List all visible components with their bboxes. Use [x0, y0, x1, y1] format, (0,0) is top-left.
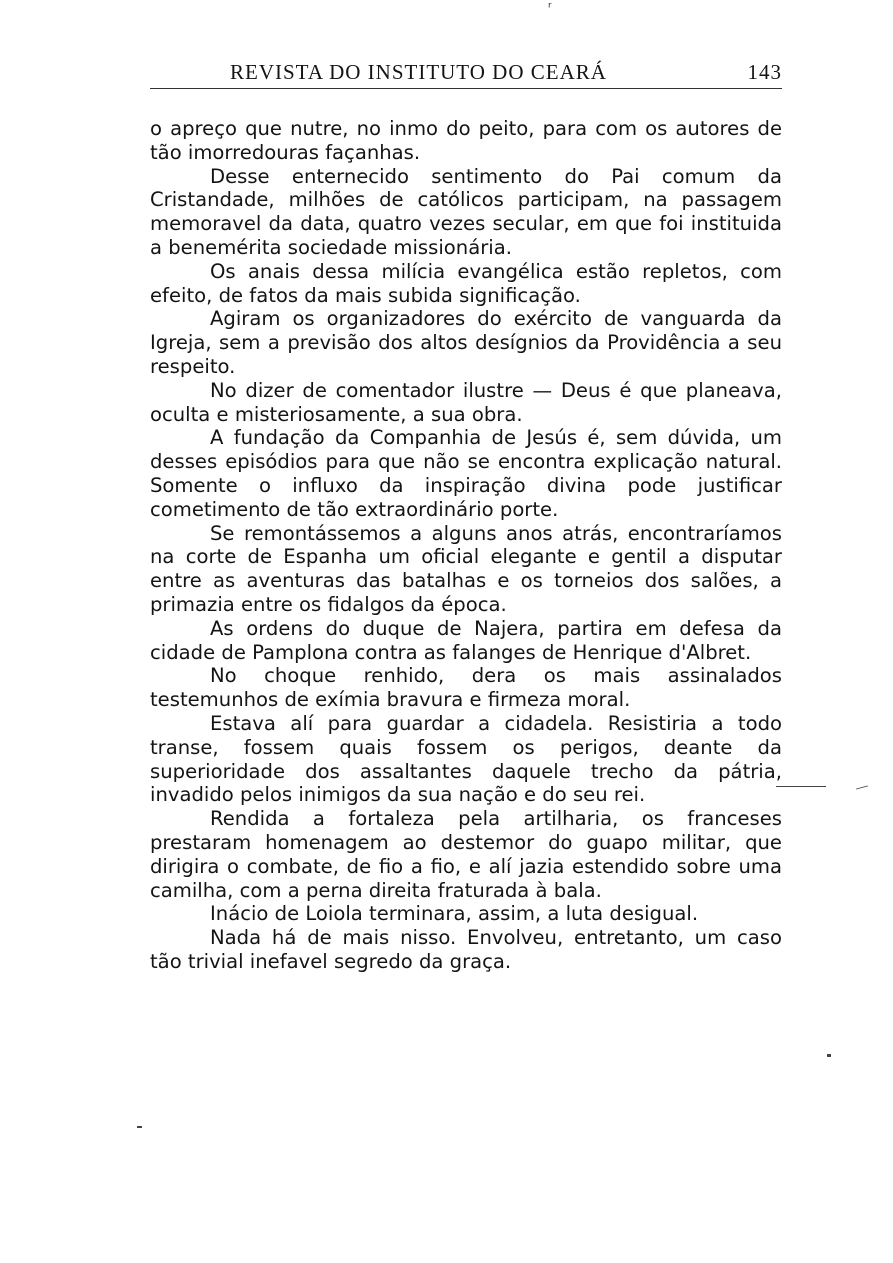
header-rule: [150, 88, 782, 89]
running-header: [150, 60, 782, 86]
paragraph: Inácio de Loiola terminara, assim, a luta desigual.: [210, 902, 699, 926]
paragraph: o apreço que nutre, no inmo do peito, para com os autores de tão imorredouras façanhas.: [150, 117, 782, 164]
paragraph: Desse enternecido sentimento do Pai comum da Cristandade, milhões de católicos participam, na passagem memoravel da data, quatro vezes secular, em que foi instituida a benemérita sociedade missionária.: [150, 164, 782, 259]
paragraph: Agiram os organizadores do exército de vanguarda da Igreja, sem a previsão dos altos desígnios da Providência a seu respeito.: [150, 307, 782, 378]
paragraph: Nada há de mais nisso. Envolveu, entretanto, um caso tão trivial inefavel segredo da graça.: [150, 926, 782, 973]
paragraph: A fundação da Companhia de Jesús é, sem dúvida, um desses episódios para que não se encontra explicação natural. Somente o influxo da inspiração divina pode justificar cometimento de tão extraordinário porte.: [150, 426, 782, 521]
stray-mark: ʳ: [548, 0, 552, 16]
margin-mark: [776, 786, 826, 787]
paragraph: Se remontássemos a alguns anos atrás, encontraríamos na corte de Espanha um oficial elegante e gentil a disputar entre as aventuras das batalhas e os torneios dos salões, a primazia entre os fidalgos da época.: [150, 521, 782, 616]
margin-mark: [827, 1054, 831, 1057]
page-number: 143: [747, 60, 782, 84]
body-text: [150, 117, 782, 974]
margin-mark: [856, 785, 868, 789]
paragraph: Estava alí para guardar a cidadela. Resistiria a todo transe, fossem quais fossem os perigos, deante da superioridade dos assaltantes daquele trecho da pátria, invadido pelos inimigos da sua nação e do seu rei.: [150, 711, 782, 807]
paragraph: Rendida a fortaleza pela artilharia, os franceses prestaram homenagem ao destemor do guapo militar, que dirigira o combate, de fio a fio, e alí jazia estendido sobre uma camilha, com a perna direita fraturada à bala.: [150, 807, 782, 902]
journal-title: REVISTA DO INSTITUTO DO CEARÁ: [230, 60, 607, 84]
paragraph: As ordens do duque de Najera, partira em defesa da cidade de Pamplona contra as falanges de Henrique d'Albret.: [150, 616, 782, 664]
paragraph: No dizer de comentador ilustre — Deus é que planeava, oculta e misteriosamente, a sua obra.: [150, 378, 782, 426]
paragraph: No choque renhido, dera os mais assinalados testemunhos de exímia bravura e firmeza moral.: [150, 664, 782, 712]
paragraph: Os anais dessa milícia evangélica estão repletos, com efeito, de fatos da mais subida significação.: [150, 259, 782, 307]
margin-mark: [137, 1126, 142, 1128]
